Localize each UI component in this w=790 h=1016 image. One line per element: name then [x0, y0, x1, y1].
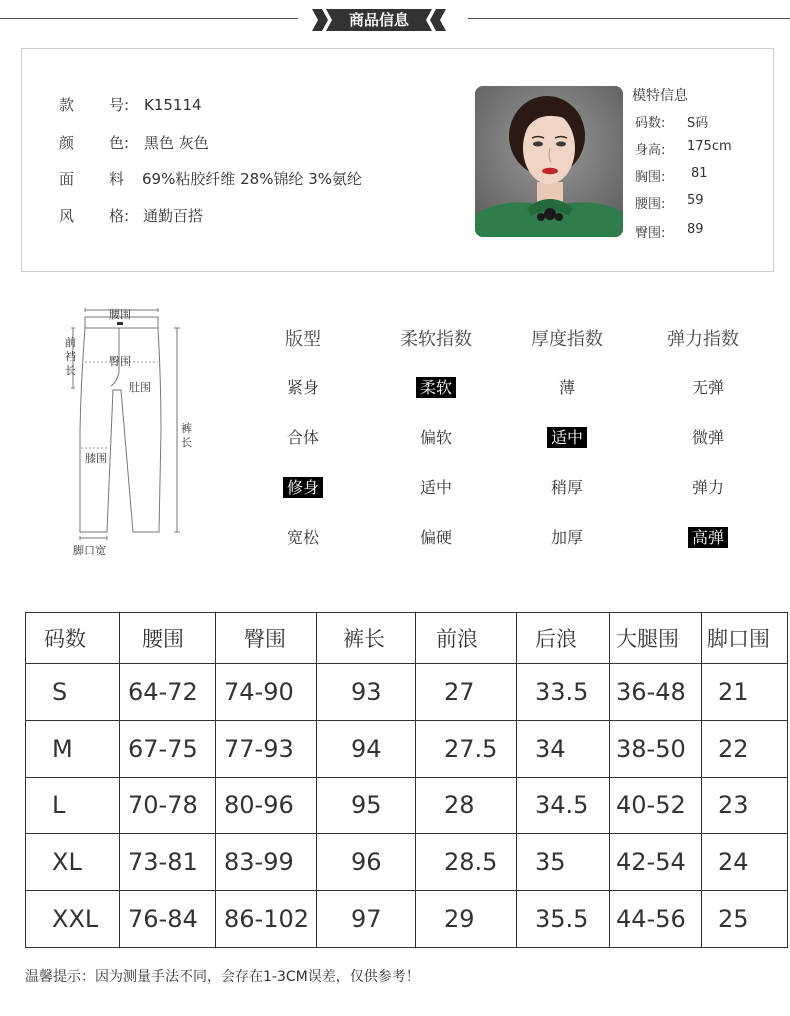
size-table-cell: 27.5	[416, 720, 517, 777]
index-option	[648, 375, 768, 398]
size-table-cell: L	[26, 777, 120, 834]
size-table-cell: 27	[416, 664, 517, 721]
size-table-cell: 36-48	[610, 664, 702, 721]
index-option-label: 宽松	[286, 528, 319, 547]
model-value: S码	[687, 116, 709, 131]
size-table-cell: 35.5	[517, 891, 610, 948]
size-table-cell: 73-81	[120, 834, 216, 891]
index-option-label: 偏软	[419, 428, 452, 447]
length-char: 长	[181, 436, 192, 449]
size-table-cell: 64-72	[120, 664, 216, 721]
front-rise-char: 长	[65, 364, 76, 377]
size-table-cell: 80-96	[216, 777, 317, 834]
spec-key-1: 颜	[59, 134, 75, 152]
size-table-row	[26, 720, 788, 777]
spec-key-1: 款	[59, 96, 75, 114]
product-info-box	[21, 48, 774, 272]
size-table-cell: 33.5	[517, 664, 610, 721]
model-row-height	[635, 139, 732, 158]
section-title: 商品信息	[348, 11, 409, 29]
model-row-hip	[635, 222, 704, 241]
size-table-body	[26, 664, 788, 948]
size-table-cell: 76-84	[120, 891, 216, 948]
size-table-row	[26, 834, 788, 891]
size-table-cell: 95	[317, 777, 416, 834]
index-option-label: 稍厚	[550, 478, 583, 497]
size-table-cell: 83-99	[216, 834, 317, 891]
index-option	[648, 525, 768, 548]
size-table-cell: 97	[317, 891, 416, 948]
size-table-cell: 74-90	[216, 664, 317, 721]
diagram-label-thigh: 肚围	[129, 381, 151, 394]
model-label: 码数:	[635, 116, 666, 131]
index-option	[243, 375, 363, 398]
size-table-cell: 70-78	[120, 777, 216, 834]
size-table-cell: 93	[317, 664, 416, 721]
model-value: 175cm	[687, 139, 732, 154]
front-rise-char: 前	[65, 336, 76, 349]
index-option	[376, 425, 496, 448]
size-table-cell: XL	[26, 834, 120, 891]
size-table-cell: 28.5	[416, 834, 517, 891]
size-table-cell: 96	[317, 834, 416, 891]
diagram-label-knee: 膝围	[85, 452, 107, 465]
spec-key-2: 料	[109, 170, 125, 188]
diagram-label-length	[181, 422, 193, 450]
size-table-cell: 28	[416, 777, 517, 834]
size-table-cell: 22	[702, 720, 788, 777]
size-table-row	[26, 891, 788, 948]
spec-value: 通勤百搭	[143, 207, 204, 225]
size-table-row	[26, 777, 788, 834]
index-option	[243, 525, 363, 548]
index-option	[507, 425, 627, 448]
model-row-bust	[635, 166, 708, 185]
size-table-cell: S	[26, 664, 120, 721]
size-table-cell: 67-75	[120, 720, 216, 777]
index-option	[243, 425, 363, 448]
header-waist: 腰围	[120, 613, 216, 664]
index-header-thickness: 厚度指数	[531, 329, 603, 350]
index-option	[507, 475, 627, 498]
model-value: 59	[687, 193, 704, 208]
model-row-waist	[635, 193, 704, 212]
size-table-cell: 42-54	[610, 834, 702, 891]
size-table-cell: 34.5	[517, 777, 610, 834]
index-option	[376, 475, 496, 498]
index-option-label: 偏硬	[419, 528, 452, 547]
index-option-label: 适中	[419, 478, 452, 497]
model-value: 89	[687, 222, 704, 237]
index-option-label: 无弹	[691, 378, 724, 397]
model-row-size	[635, 112, 709, 131]
header-thigh: 大腿围	[610, 613, 702, 664]
header-hip: 臀围	[216, 613, 317, 664]
model-label: 臀围:	[635, 226, 666, 241]
header-front-rise: 前浪	[416, 613, 517, 664]
header-hem: 脚口围	[702, 613, 788, 664]
index-option	[648, 475, 768, 498]
model-label: 身高:	[635, 143, 666, 158]
size-table-cell: 86-102	[216, 891, 317, 948]
spec-key-2: 号:	[109, 96, 130, 114]
index-option-selected-label: 高弹	[688, 527, 728, 548]
size-table-header-row	[26, 613, 788, 664]
model-value: 81	[691, 166, 708, 181]
index-option	[507, 375, 627, 398]
model-label: 腰围:	[635, 197, 666, 212]
front-rise-char: 裆	[65, 350, 76, 363]
index-option	[376, 525, 496, 548]
size-table-cell: 23	[702, 777, 788, 834]
size-table-cell: 44-56	[610, 891, 702, 948]
index-header-softness: 柔软指数	[400, 329, 472, 350]
measurement-tip: 温馨提示：因为测量手法不同，会存在1-3CM误差，仅供参考！	[25, 969, 420, 985]
section-header-badge	[312, 9, 446, 31]
model-label: 胸围:	[635, 170, 666, 185]
diagram-label-waist: 腰围	[109, 308, 131, 321]
size-table-cell: 25	[702, 891, 788, 948]
size-table	[25, 612, 788, 948]
spec-value: K15114	[144, 96, 202, 114]
header-back-rise: 后浪	[517, 613, 610, 664]
size-table-cell: 29	[416, 891, 517, 948]
spec-key-2: 格:	[109, 207, 130, 225]
index-option-label: 紧身	[286, 378, 319, 397]
index-header-fit: 版型	[285, 329, 321, 350]
model-photo	[475, 86, 623, 237]
index-option-label: 合体	[286, 428, 319, 447]
index-option-label: 弹力	[691, 478, 724, 497]
diagram-label-front-rise	[65, 336, 77, 378]
size-table-cell: 24	[702, 834, 788, 891]
spec-value: 黑色 灰色	[144, 134, 209, 152]
size-table-cell: 35	[517, 834, 610, 891]
model-portrait-illustration	[475, 86, 623, 237]
size-table-row	[26, 664, 788, 721]
index-option	[376, 375, 496, 398]
spec-key-1: 风	[59, 207, 75, 225]
length-char: 裤	[181, 422, 192, 435]
header-line-right	[468, 18, 790, 19]
header-line-left	[0, 18, 298, 19]
size-table-cell: 38-50	[610, 720, 702, 777]
spec-key-1: 面	[59, 170, 75, 188]
index-option	[648, 425, 768, 448]
spec-key-2: 色:	[109, 134, 130, 152]
index-header-elasticity: 弹力指数	[667, 329, 739, 350]
index-option-label: 加厚	[550, 528, 583, 547]
model-info-title: 模特信息	[632, 88, 688, 104]
index-option-selected-label: 柔软	[416, 377, 456, 398]
header-size: 码数	[26, 613, 120, 664]
diagram-label-hem: 脚口宽	[73, 544, 106, 557]
index-option-selected-label: 修身	[283, 477, 323, 498]
waistband-label-mark	[117, 322, 123, 325]
header-length: 裤长	[317, 613, 416, 664]
size-table-cell: 77-93	[216, 720, 317, 777]
size-table-cell: 21	[702, 664, 788, 721]
index-option-selected-label: 适中	[547, 427, 587, 448]
size-table-cell: 40-52	[610, 777, 702, 834]
index-option-label: 薄	[558, 378, 575, 397]
index-option	[243, 475, 363, 498]
index-option	[507, 525, 627, 548]
index-option-label: 微弹	[691, 428, 724, 447]
trouser-measurement-diagram	[55, 300, 205, 562]
size-table-cell: M	[26, 720, 120, 777]
diagram-label-hip: 臀围	[109, 355, 131, 368]
size-table-cell: XXL	[26, 891, 120, 948]
size-table-cell: 34	[517, 720, 610, 777]
spec-value: 69%粘胶纤维 28%锦纶 3%氨纶	[142, 170, 363, 188]
size-table-cell: 94	[317, 720, 416, 777]
